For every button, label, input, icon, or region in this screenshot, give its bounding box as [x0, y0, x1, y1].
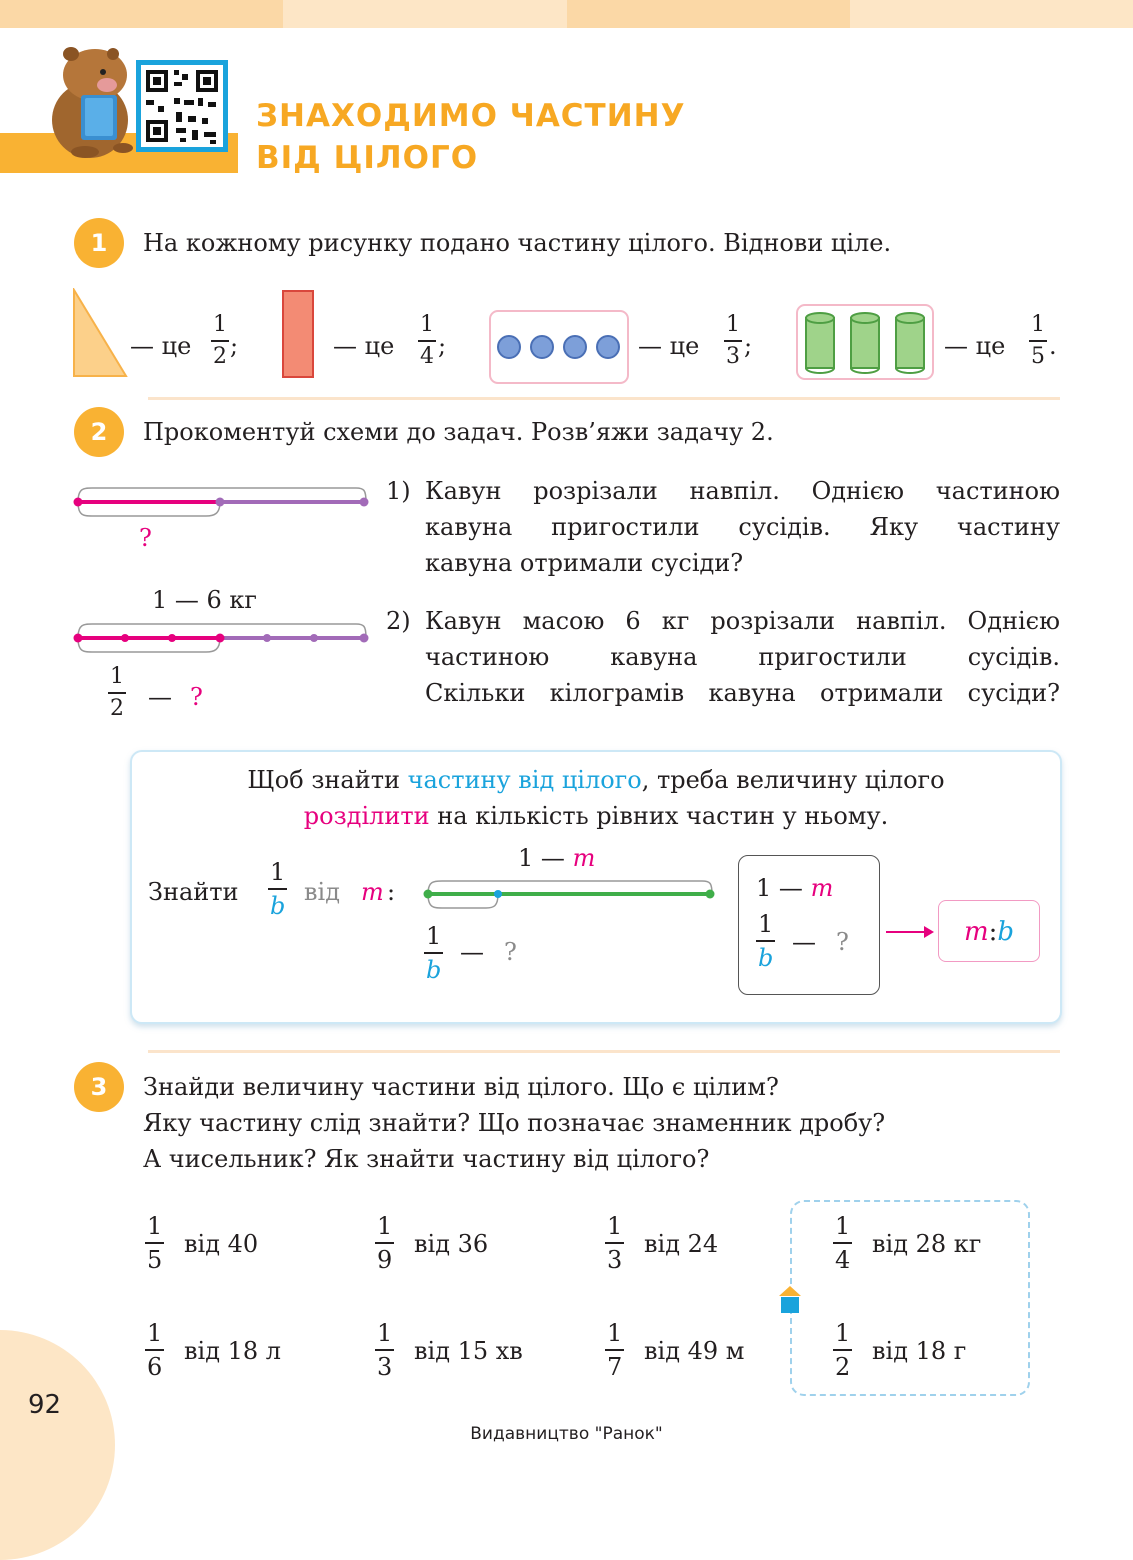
page-number: 92 — [28, 1390, 62, 1420]
from-word: від — [304, 878, 340, 906]
rule-scheme-dash: — — [460, 938, 484, 966]
result-expression: m:b — [963, 917, 1015, 947]
task-number-badge: 2 — [74, 407, 124, 457]
fraction: 1 2 — [213, 312, 227, 369]
triangle-shape — [72, 288, 128, 378]
task1-dash-2: — це — [333, 332, 395, 360]
task1-dash-4: — це — [944, 332, 1006, 360]
task1-dash-1: — це — [130, 332, 192, 360]
rule-scheme-question: ? — [504, 938, 517, 966]
capybara-mascot-icon — [45, 40, 140, 160]
problem2-text: Кавун масою 6 кг розрізали навпіл. Однією частиною кавуна пригостили сусідів. Скільки кілограмів кавуна отримали сусіди? — [425, 607, 1060, 707]
scheme1-question: ? — [139, 524, 152, 552]
exercise-text: від 24 — [644, 1230, 719, 1258]
exercise-text: від 15 хв — [414, 1337, 523, 1365]
exercise-text: від 28 кг — [872, 1230, 982, 1258]
circles-group — [489, 310, 629, 384]
task-number-badge: 3 — [74, 1062, 124, 1112]
task-number-badge: 1 — [74, 218, 124, 268]
rule-scheme-label: 1 — m — [518, 844, 596, 872]
problem2-number: 2) — [386, 607, 411, 635]
divider — [148, 1050, 1060, 1053]
fraction: 1 b — [425, 922, 442, 984]
task1-dash-3: — це — [638, 332, 700, 360]
fraction: 1 7 — [607, 1319, 623, 1381]
exercise-text: від 36 — [414, 1230, 489, 1258]
divider — [148, 397, 1060, 400]
rule-line2: розділити на кількість рівних частин у ньому. — [303, 802, 889, 830]
task1-sep-1: ; — [230, 332, 239, 360]
house-icon — [778, 1285, 802, 1313]
page-corner-decor — [0, 1330, 115, 1560]
rule-inner-question: ? — [836, 928, 849, 956]
problem1-number: 1) — [386, 477, 411, 505]
page-title-line2: ВІД ЦІЛОГО — [256, 140, 479, 176]
fraction: 1 4 — [420, 312, 434, 369]
exercise-text: від 49 м — [644, 1337, 745, 1365]
fraction: 1 5 — [1031, 312, 1045, 369]
task2-text: Прокоментуй схеми до задач. Розв’яжи задачу 2. — [143, 418, 774, 446]
exercise-text: від 18 г — [872, 1337, 967, 1365]
scheme2-label: 1 — 6 кг — [152, 586, 257, 614]
highlight-part-of-whole: частину від цілого — [407, 766, 642, 794]
rule-line1: Щоб знайти частину від цілого, треба величину цілого — [247, 766, 945, 794]
page-title-line1: ЗНАХОДИМО ЧАСТИНУ — [256, 98, 686, 134]
task1-sep-2: ; — [438, 332, 447, 360]
rectangle-shape — [282, 290, 314, 378]
fraction: 1 6 — [147, 1319, 163, 1381]
fraction: 1 3 — [726, 312, 740, 369]
top-decor-bar — [0, 0, 1133, 28]
rule-inner-dash: — — [792, 928, 816, 956]
publisher-label: Видавництво "Ранок" — [470, 1424, 663, 1444]
highlight-divide: розділити — [303, 802, 430, 830]
scheme-2 — [70, 620, 370, 660]
colon: : — [387, 878, 396, 906]
arrow-right-icon — [884, 924, 936, 940]
rule-inner-line1: 1 — m — [756, 874, 834, 902]
task1-sep-4: . — [1049, 332, 1057, 360]
scheme-1 — [70, 484, 370, 524]
scheme2-dash: — — [148, 683, 172, 711]
cylinders-group — [796, 304, 936, 382]
problem1-text: Кавун розрізали навпіл. Однією частиною кавуна пригостили сусідів. Яку частину кавуна отримали сусіди? — [425, 477, 1060, 577]
fraction: 1 b — [757, 910, 774, 972]
fraction: 1 4 — [835, 1212, 851, 1274]
task1-sep-3: ; — [744, 332, 753, 360]
task1-text: На кожному рисунку подано частину цілого. Віднови ціле. — [143, 229, 892, 257]
var-m: m — [361, 878, 384, 906]
exercise-text: від 40 — [184, 1230, 259, 1258]
exercise-text: від 18 л — [184, 1337, 282, 1365]
find-label: Знайти — [148, 878, 239, 906]
scheme2-question: ? — [190, 683, 203, 711]
fraction: 1 2 — [835, 1319, 851, 1381]
task3-text: Знайди величину частини від цілого. Що є цілим? Яку частину слід знайти? Що позначає знаменник дробу? А чисельник? Як знайти частину від цілого? — [143, 1073, 886, 1173]
fraction: 1 3 — [377, 1319, 393, 1381]
fraction: 1 3 — [607, 1212, 623, 1274]
fraction: 1 b — [269, 858, 286, 920]
rule-scheme — [420, 878, 720, 914]
fraction: 1 9 — [377, 1212, 393, 1274]
fraction: 1 2 — [110, 664, 124, 721]
fraction: 1 5 — [147, 1212, 163, 1274]
qr-code-icon[interactable] — [136, 60, 228, 152]
